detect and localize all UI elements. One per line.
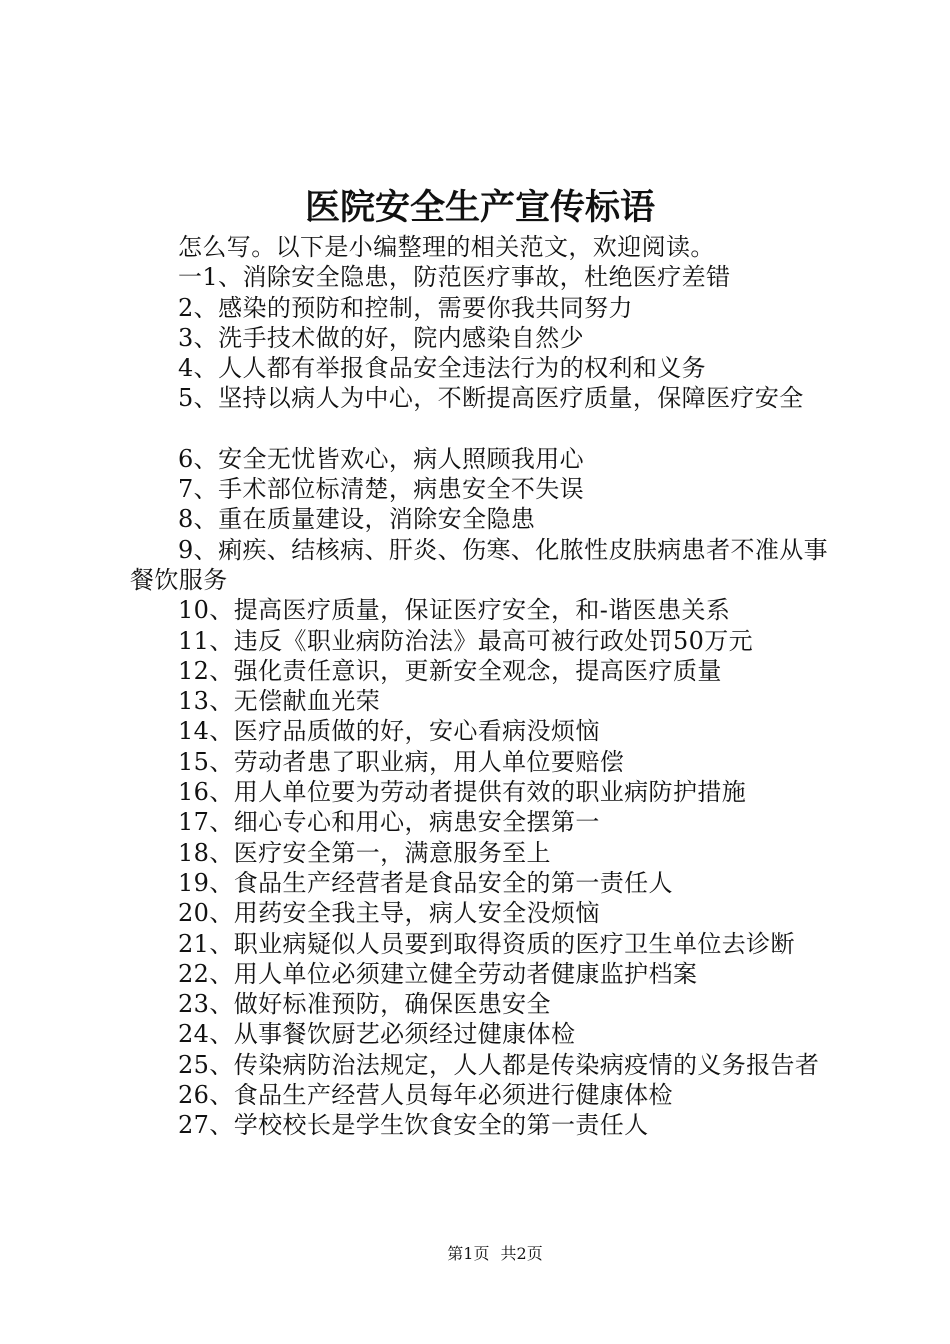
slogan-item: 21、职业病疑似人员要到取得资质的医疗卫生单位去诊断 [178, 929, 795, 958]
slogan-item: 一1、消除安全隐患，防范医疗事故，杜绝医疗差错 [178, 263, 731, 292]
intro-paragraph: 怎么写。以下是小编整理的相关范文，欢迎阅读。 [178, 233, 715, 261]
slogan-item: 23、做好标准预防，确保医患安全 [178, 990, 551, 1019]
slogan-item: 6、安全无忧皆欢心，病人照顾我用心 [178, 444, 585, 473]
document-body [130, 232, 835, 1141]
document-title: 医院安全生产宣传标语 [304, 188, 655, 228]
slogan-item: 22、用人单位必须建立健全劳动者健康监护档案 [178, 959, 698, 988]
slogan-item: 15、劳动者患了职业病，用人单位要赔偿 [178, 747, 625, 776]
slogan-item: 18、医疗安全第一，满意服务至上 [178, 838, 551, 867]
slogan-item: 7、手术部位标清楚，病患安全不失误 [178, 475, 585, 504]
slogan-item: 27、学校校长是学生饮食安全的第一责任人 [178, 1111, 649, 1140]
slogan-item: 19、食品生产经营者是食品安全的第一责任人 [178, 868, 673, 897]
page-footer [0, 1244, 950, 1264]
slogan-item: 5、坚持以病人为中心，不断提高医疗质量，保障医疗安全 [178, 384, 804, 413]
slogan-item: 20、用药安全我主导，病人安全没烦恼 [178, 899, 600, 928]
slogan-item: 26、食品生产经营人员每年必须进行健康体检 [178, 1081, 673, 1110]
slogan-item: 10、提高医疗质量，保证医疗安全，和-谐医患关系 [178, 596, 731, 625]
slogan-item: 12、强化责任意识，更新安全观念，提高医疗质量 [178, 656, 722, 685]
slogan-item: 2、感染的预防和控制，需要你我共同努力 [178, 293, 633, 322]
slogan-item: 9、痢疾、结核病、肝炎、伤寒、化脓性皮肤病患者不准从事餐饮服务 [130, 535, 829, 594]
slogan-item: 13、无偿献血光荣 [178, 687, 381, 716]
slogan-item: 16、用人单位要为劳动者提供有效的职业病防护措施 [178, 778, 747, 807]
slogan-item: 25、传染病防治法规定，人人都是传染病疫情的义务报告者 [178, 1050, 820, 1079]
slogan-item: 3、洗手技术做的好，院内感染自然少 [178, 323, 585, 352]
page-total: 共2页 [500, 1244, 543, 1263]
page-number: 第1页 [447, 1244, 490, 1263]
paragraph-gap [130, 414, 835, 444]
slogan-item: 14、医疗品质做的好，安心看病没烦恼 [178, 717, 600, 746]
slogan-item: 8、重在质量建设，消除安全隐患 [178, 505, 536, 534]
slogan-item: 17、细心专心和用心，病患安全摆第一 [178, 808, 600, 837]
slogan-item: 24、从事餐饮厨艺必须经过健康体检 [178, 1020, 576, 1049]
slogan-item: 4、人人都有举报食品安全违法行为的权利和义务 [178, 354, 707, 383]
slogan-item: 11、违反《职业病防治法》最高可被行政处罚50万元 [178, 626, 754, 655]
